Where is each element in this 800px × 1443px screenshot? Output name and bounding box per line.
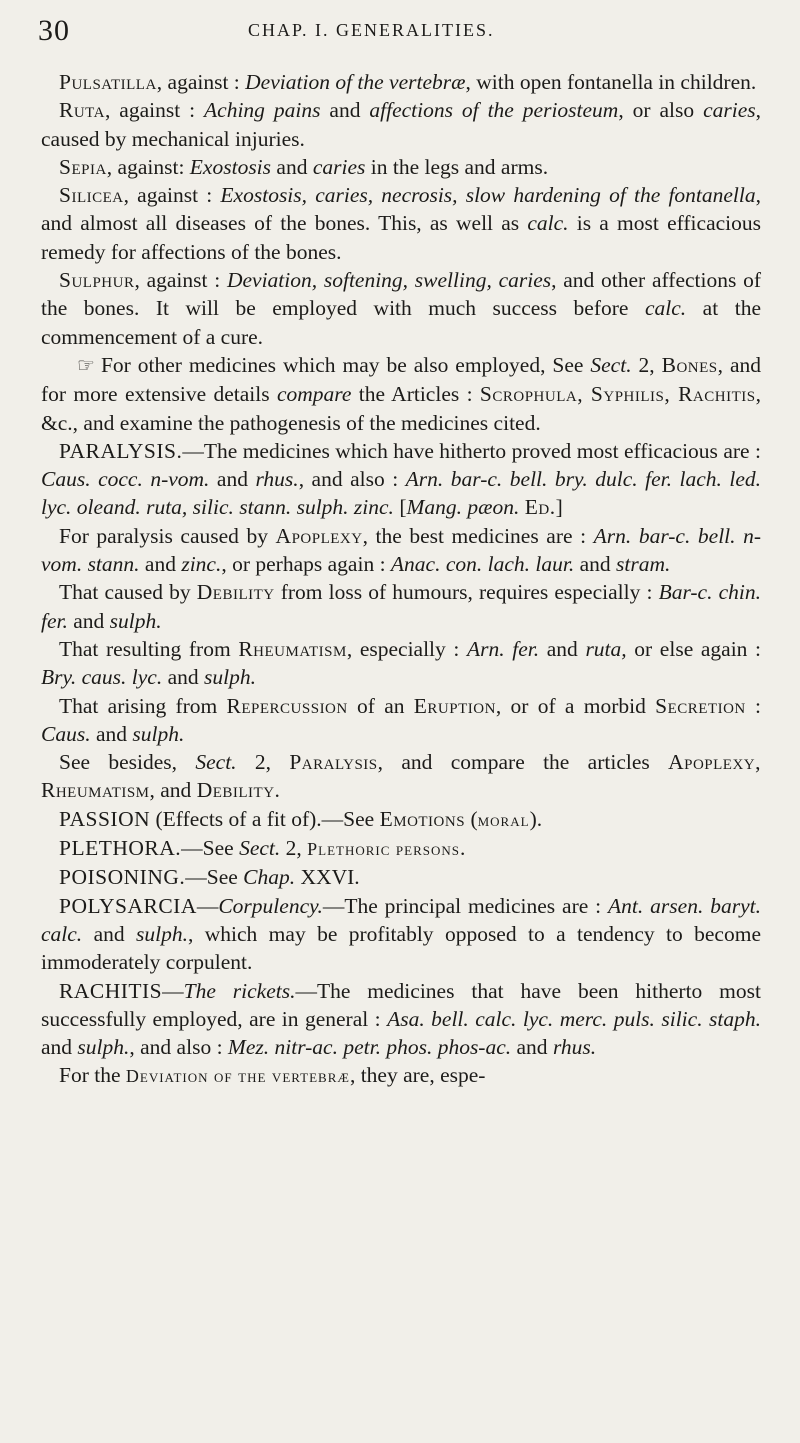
text: and	[139, 552, 182, 577]
text-sc: Pulsatilla	[59, 70, 157, 94]
text: and	[539, 636, 586, 661]
paragraph	[41, 181, 761, 266]
text: , and compare the articles	[377, 750, 669, 775]
text-i: stram.	[616, 552, 671, 577]
text-i: Asa. bell. calc. lyc. merc. puls. silic. staph.	[387, 1006, 761, 1031]
paragraph	[41, 266, 761, 351]
text: and	[90, 721, 133, 746]
text-i: sulph.	[136, 921, 188, 946]
text-sc: Paralysis	[289, 750, 378, 775]
paragraph	[41, 351, 761, 437]
pointing-hand-icon: ☞	[77, 354, 95, 377]
text: XXVI.	[295, 865, 360, 890]
text: , &c., and examine the pathogenesis of the medicines cited.	[41, 382, 761, 435]
text: and	[574, 552, 617, 577]
text: , or also	[618, 98, 704, 123]
text: , and also :	[129, 1035, 228, 1060]
text: , against :	[104, 98, 205, 123]
text-caps: PARALYSIS.	[59, 438, 183, 463]
text-sc: Apoplexy	[275, 523, 363, 548]
text: —The principal medicines are :	[322, 893, 609, 918]
text: and	[67, 608, 110, 633]
text-caps: POISONING.	[59, 865, 186, 890]
text: is a most efficacious remedy for affections of the bones.	[41, 211, 761, 264]
text-sc: Debility	[196, 778, 275, 803]
text-sc: Ruta	[59, 98, 105, 123]
text: , and	[149, 778, 197, 803]
paragraph	[41, 68, 761, 96]
text-sc: Apoplexy, Rheumatism	[41, 750, 761, 803]
text: 2,	[236, 750, 290, 775]
paragraph	[41, 522, 761, 579]
paragraph	[41, 1061, 761, 1090]
text-i: Deviation of the vertebræ	[245, 70, 466, 94]
text-i: Bar-c. chin. fer.	[41, 580, 761, 633]
text: , against :	[123, 183, 221, 208]
text-i: Sect.	[590, 352, 632, 377]
text: and	[82, 921, 137, 946]
text-i: Exostosis	[189, 154, 272, 179]
text-sc: Secretion	[655, 693, 746, 718]
text-i: sulph.	[109, 608, 162, 633]
text: of an	[347, 693, 414, 718]
text-i: zinc.	[181, 552, 222, 577]
text-i: rhus.	[552, 1035, 597, 1060]
paragraph	[41, 748, 761, 805]
paragraph	[41, 437, 761, 522]
text-i: Mang. pæon.	[406, 495, 520, 520]
paragraph	[41, 635, 761, 692]
text: , against :	[156, 70, 246, 94]
text: in the legs and arms.	[365, 154, 549, 179]
text: , or perhaps again :	[221, 552, 391, 577]
text: See besides,	[59, 750, 196, 775]
text: —See	[181, 836, 240, 861]
paragraph	[41, 153, 761, 181]
text: 2,	[280, 836, 308, 861]
text-sc: Eruption	[413, 693, 496, 718]
text-sc: Silicea	[59, 183, 124, 208]
running-head: CHAP. I. GENERALITIES.	[248, 20, 495, 40]
text: For the	[59, 1063, 126, 1088]
text-i: sulph.	[77, 1035, 130, 1060]
text: , the best medicines are :	[362, 523, 594, 548]
text-caps: POLYSARCIA	[59, 893, 197, 918]
text: the Articles :	[351, 382, 480, 407]
text-i: Ant. arsen. baryt. calc.	[41, 893, 761, 946]
text: , especially :	[346, 636, 468, 661]
text-i: compare	[276, 382, 352, 407]
text-sc: Sulphur	[59, 268, 135, 293]
text-i: calc.	[644, 296, 687, 321]
text-i: Sect.	[239, 836, 281, 861]
text: , caused by mechanical injuries.	[41, 98, 761, 151]
text-i: Arn. bar-c. bell. n-vom. stann.	[41, 523, 761, 577]
text: That arising from	[59, 693, 227, 718]
text: from loss of humours, requires especially :	[274, 580, 659, 605]
text-sc: Bones	[661, 352, 718, 377]
text: 2,	[631, 352, 662, 377]
text-i: Corpulency.	[218, 893, 323, 918]
text-sc: Ed.	[524, 495, 556, 520]
text-i: Bry. caus. lyc.	[41, 665, 163, 690]
text: For other medicines which may be also employed, See	[100, 352, 591, 377]
text: at the commencement of a cure.	[41, 296, 761, 349]
text-small-sc: Plethoric persons	[307, 839, 460, 860]
text: That caused by	[59, 580, 197, 605]
text-i: Aching pains	[204, 98, 321, 123]
page-number: 30	[38, 14, 70, 47]
text-small-sc: moral	[477, 809, 530, 830]
text-i: caries	[312, 154, 366, 179]
text: [	[393, 495, 407, 520]
text: and	[209, 467, 256, 492]
text: and	[271, 154, 313, 179]
text: That resulting from	[59, 636, 239, 661]
text: , and almost all diseases of the bones. This, as well as	[41, 183, 761, 236]
text-i: sulph.	[132, 721, 185, 746]
text: —	[162, 978, 184, 1003]
text: , and also :	[298, 467, 406, 492]
text-small-sc: Deviation of the vertebræ	[125, 1066, 350, 1087]
text-i: Caus. cocc. n-vom.	[41, 467, 210, 492]
page-body	[41, 68, 761, 1091]
text: , which may be profitably opposed to a tendency to become immoderately corpulent.	[41, 921, 761, 975]
paragraph	[41, 892, 761, 977]
text-i: rhus.	[255, 467, 299, 492]
text: ).	[529, 806, 543, 831]
text-i: affections of the periosteum	[369, 98, 619, 123]
paragraph	[41, 834, 761, 863]
text: , with open fontanella in children.	[465, 70, 757, 94]
text-i: calc.	[527, 211, 569, 236]
text-caps: PASSION	[59, 806, 151, 831]
text: and	[511, 1035, 553, 1060]
paragraph	[41, 692, 761, 749]
text: :	[745, 693, 761, 718]
text: or else again :	[626, 636, 762, 661]
text: and	[320, 98, 370, 123]
text: ]	[555, 495, 563, 520]
text-i: Anac. con. lach. laur.	[390, 552, 575, 577]
text-i: Arn. fer.	[467, 636, 540, 661]
text-i: sulph.	[204, 665, 256, 690]
text-i: Exostosis, caries, necrosis, slow hardening of the fontanella	[220, 183, 756, 208]
text-i: caries	[703, 98, 756, 123]
text-sc: Emotions	[379, 806, 466, 831]
paragraph	[41, 578, 761, 635]
text: (	[465, 806, 478, 831]
text-i: ruta,	[585, 636, 627, 661]
text: (Effects of a fit of).—See	[150, 806, 380, 831]
paragraph	[41, 96, 761, 153]
text: and	[41, 1035, 78, 1060]
text-i: Sect.	[195, 750, 237, 775]
text-sc: Repercussion	[226, 693, 348, 718]
page-header	[38, 14, 760, 54]
text: .	[460, 836, 466, 861]
text: , they are, espe-	[349, 1063, 486, 1088]
text-sc: Sepia	[59, 154, 107, 179]
text: —See	[185, 865, 244, 890]
text: For paralysis caused by	[59, 523, 276, 548]
text-sc: Rheumatism	[238, 636, 347, 661]
paragraph	[41, 863, 761, 891]
text-sc: Debility	[196, 580, 275, 605]
text-caps: PLETHORA.	[59, 836, 182, 861]
text: , against:	[106, 154, 190, 179]
text-i: Mez. nitr-ac. petr. phos. phos-ac.	[227, 1035, 512, 1060]
text-sc: Scrophula, Syphilis, Rachitis	[479, 382, 756, 407]
text-i: Arn. bar-c. bell. bry. dulc. fer. lach. led. lyc. oleand. ruta, silic. stann. sulph. zinc.	[41, 467, 761, 520]
text: —The medicines that have been hitherto most successfully employed, are in general :	[41, 978, 761, 1031]
text: , and for more extensive details	[41, 352, 761, 407]
paragraph	[41, 977, 761, 1062]
text-i: Deviation, softening, swelling, caries	[226, 268, 552, 293]
text: .	[274, 778, 280, 803]
text-i: Caus.	[41, 721, 91, 746]
text: , against :	[134, 268, 227, 293]
paragraph	[41, 805, 761, 834]
text-i: Chap.	[243, 865, 296, 890]
text-caps: RACHITIS	[59, 978, 163, 1003]
text-i: The rickets.	[183, 978, 296, 1003]
text: , and other affections of the bones. It will be employed with much success before	[41, 268, 761, 321]
text: —The medicines which have hitherto proved most efficacious are :	[182, 438, 761, 463]
text: and	[162, 665, 204, 690]
text: , or of a morbid	[495, 693, 656, 718]
text: —	[196, 893, 219, 918]
